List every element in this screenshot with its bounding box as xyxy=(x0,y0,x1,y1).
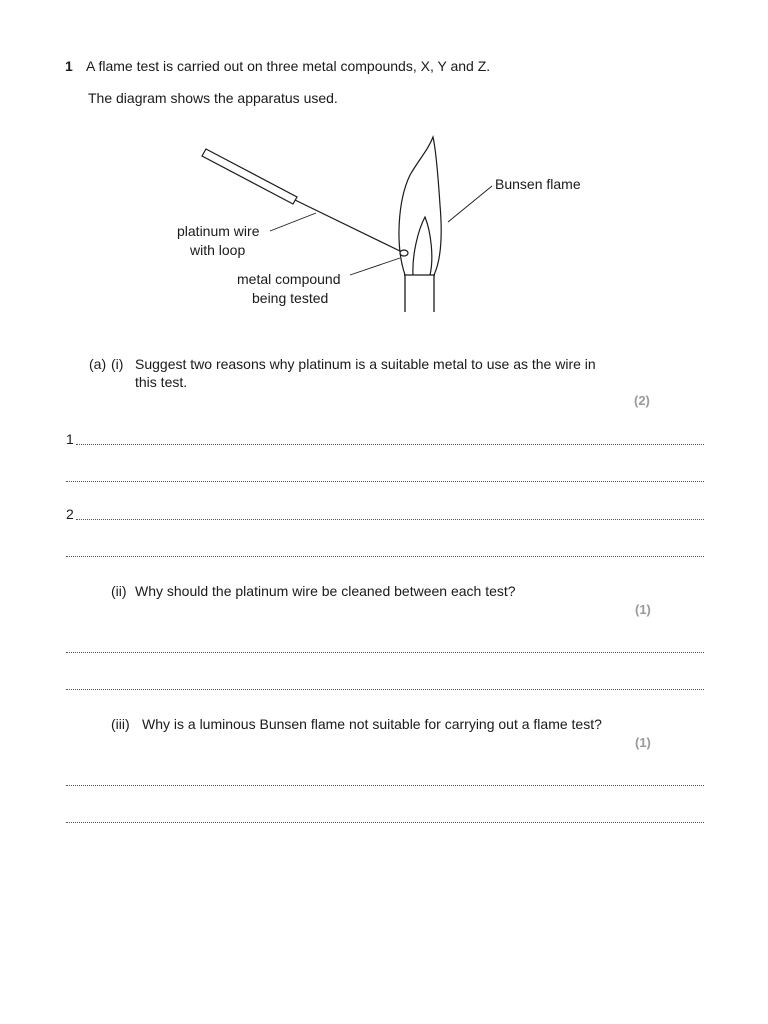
part-a-label: (a) xyxy=(89,356,107,372)
label-with-loop: with loop xyxy=(190,242,246,258)
answer-line[interactable] xyxy=(66,785,704,786)
sub-i-question-line1: Suggest two reasons why platinum is a suitable metal to use as the wire in xyxy=(135,356,596,372)
sub-ii-marks: (1) xyxy=(635,602,651,617)
label-being-tested: being tested xyxy=(252,290,329,306)
sub-ii-label: (ii) xyxy=(111,583,127,599)
flame-leader-line xyxy=(448,186,492,222)
question-intro: A flame test is carried out on three metal compounds, X, Y and Z. xyxy=(86,58,491,74)
answer-line[interactable] xyxy=(66,689,704,690)
label-platinum-wire: platinum wire xyxy=(177,223,260,239)
diagram-caption: The diagram shows the apparatus used. xyxy=(88,90,338,106)
label-bunsen-flame: Bunsen flame xyxy=(495,176,581,192)
answer-number-2: 2 xyxy=(66,506,74,522)
glass-rod-holder xyxy=(202,149,297,204)
sub-iii-label: (iii) xyxy=(111,716,130,732)
question-number: 1 xyxy=(65,58,73,74)
label-metal-compound: metal compound xyxy=(237,271,341,287)
sub-i-question-line2: this test. xyxy=(135,374,188,390)
flame-test-diagram xyxy=(0,0,768,330)
compound-leader-line xyxy=(350,258,400,275)
inner-flame xyxy=(413,217,432,275)
sub-i-label: (i) xyxy=(111,356,124,372)
answer-line[interactable] xyxy=(76,519,704,520)
answer-line[interactable] xyxy=(76,444,704,445)
platinum-wire xyxy=(295,200,402,252)
answer-line[interactable] xyxy=(66,652,704,653)
answer-number-1: 1 xyxy=(66,431,74,447)
sub-iii-question: Why is a luminous Bunsen flame not suitable for carrying out a flame test? xyxy=(142,716,602,732)
wire-leader-line xyxy=(270,213,316,231)
answer-line[interactable] xyxy=(66,822,704,823)
wire-loop xyxy=(400,250,408,256)
sub-i-marks: (2) xyxy=(634,393,650,408)
bunsen-burner-tube xyxy=(404,275,435,312)
sub-ii-question: Why should the platinum wire be cleaned between each test? xyxy=(135,583,516,599)
sub-iii-marks: (1) xyxy=(635,735,651,750)
answer-line[interactable] xyxy=(66,556,704,557)
answer-line[interactable] xyxy=(66,481,704,482)
